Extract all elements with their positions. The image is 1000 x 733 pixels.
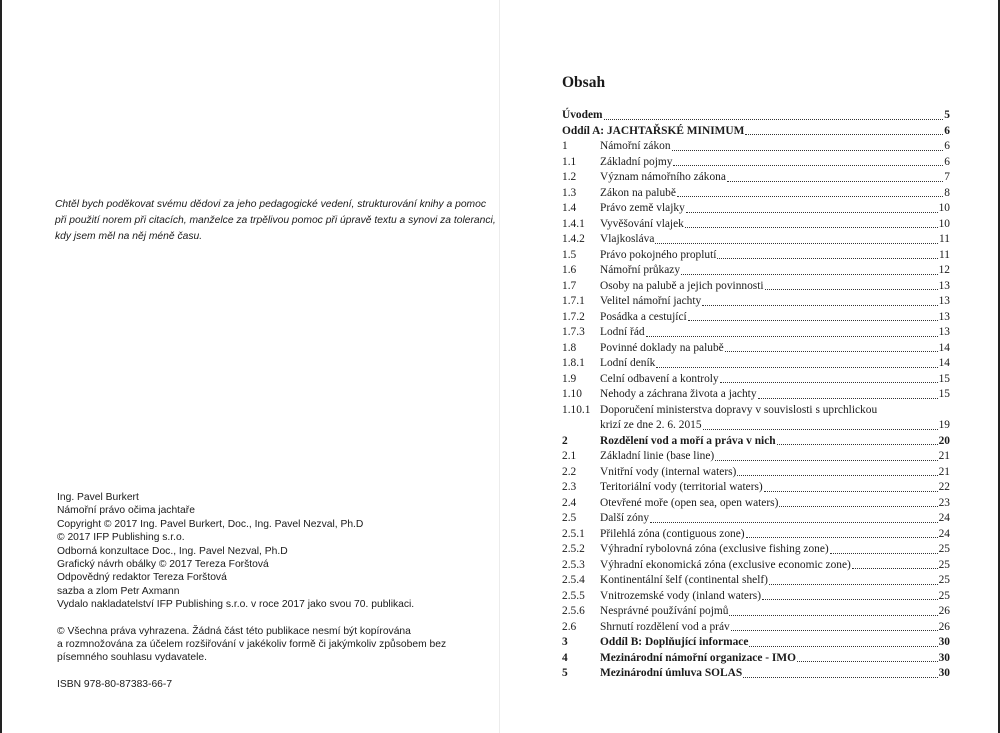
toc-entry-number: 1.6 [562,264,577,276]
toc-entry-number: 1.7.2 [562,310,585,323]
page-fold [499,0,500,733]
toc-leader-dots [830,553,938,554]
toc-entry-page: 14 [938,341,950,354]
toc-entry [562,651,950,667]
toc-entry-title: Vnitřní vody (internal waters) [600,465,737,478]
toc-leader-dots [646,336,938,337]
toc-leader-dots [779,506,937,507]
imprint [57,491,477,691]
toc-entry-title: Význam námořního zákona [600,171,726,183]
toc-entry-page: 7 [944,171,950,183]
page-edge-left [0,0,2,733]
isbn: ISBN 978-80-87383-66-7 [57,678,173,690]
toc-leader-dots [650,522,938,523]
toc-leader-dots [764,491,938,492]
toc-entry-title: Shrnutí rozdělení vod a práv [600,620,730,633]
toc-entry-title: Úvodem [562,109,603,121]
toc-leader-dots [686,212,938,213]
dedication-line: kdy jsem měl na něj méně času. [55,231,203,242]
toc-leader-dots [762,599,938,600]
toc-entry [562,294,950,310]
toc-entry-number: 1.5 [562,248,577,261]
toc-entry [562,248,950,264]
toc-entry [562,108,950,124]
toc-entry-page: 30 [938,636,950,648]
toc-leader-dots [677,196,943,197]
toc-entry-page: 11 [939,248,950,261]
toc-entry [562,434,950,450]
rights-line: a rozmnožována za účelem rozšiřování v jakékoliv formě či jakýmkoliv způsobem bez [57,639,447,651]
toc-entry-page: 15 [938,388,950,400]
toc-entry-page: 15 [938,372,950,385]
toc-entry-number: 2.4 [562,496,577,509]
toc-entry-title: Povinné doklady na palubě [600,341,724,354]
toc-entry [562,542,950,558]
toc-entry-page: 21 [938,450,950,462]
toc-entry-page: 6 [944,155,950,168]
toc-entry [562,558,950,574]
toc-leader-dots [729,615,937,616]
toc-leader-dots [852,568,938,569]
toc-leader-dots [655,243,938,244]
toc-entry [562,139,950,155]
toc-entry-number: 1.1 [562,155,577,168]
toc-entry-number: 5 [562,667,568,679]
toc-entry-number: 1.4 [562,202,577,214]
toc-entry-title: Vyvěšování vlajek [600,217,684,230]
toc-entry-page: 25 [938,543,950,555]
toc-entry-title: Lodní řád [600,326,645,338]
toc-entry-title: Přilehlá zóna (contiguous zone) [600,527,745,540]
imprint-line: Grafický návrh obálky © 2017 Tereza Forštová [57,559,269,571]
toc-entry-page: 13 [938,295,950,307]
toc-entry-number: 3 [562,636,568,648]
toc-entry-number: 2.5.5 [562,589,585,602]
toc-leader-dots [765,289,938,290]
toc-entry-title: Právo pokojného proplutí [600,248,717,261]
toc-entry-title: Velitel námořní jachty [600,295,702,307]
toc-entry [562,465,950,481]
toc-entry-number: 2.5.6 [562,605,585,617]
toc-entry-page: 23 [938,496,950,509]
toc-entry [562,635,950,651]
toc-entry [562,325,950,341]
toc-entry-page: 5 [944,109,950,121]
toc-entry-title: Oddíl A: JACHTAŘSKÉ MINIMUM [562,124,745,137]
dedication [55,197,496,245]
toc-entry-page: 12 [938,264,950,276]
dedication-line: při použití norem při citacích, manželce za trpělivou pomoc při úpravě textu a synovi za toleranci, [55,215,496,226]
toc-entry-number: 2.1 [562,450,577,462]
toc-entry-page: 13 [938,279,950,292]
toc-entry [562,480,950,496]
toc-entry [562,589,950,605]
toc-entry-title: Lodní deník [600,357,656,369]
toc-entry-title: Osoby na palubě a jejich povinnosti [600,279,764,292]
toc-entry-title: Oddíl B: Doplňující informace [600,636,749,648]
imprint-line: Ing. Pavel Burkert [57,492,139,503]
toc-entry-title: Vlajkosláva [600,233,655,245]
toc-entry-number: 2.6 [562,620,577,633]
toc-entry-page: 21 [938,465,950,478]
toc-entry-page: 11 [939,233,950,245]
imprint-line: Odborná konzultace Doc., Ing. Pavel Nezval, Ph.D [57,545,288,557]
toc-entry [562,604,950,620]
toc-entry-page: 19 [938,419,950,431]
toc-entry-number: 2.5.1 [562,527,585,540]
toc-entry-number: 2.5 [562,512,577,524]
toc-entry-number: 1.3 [562,186,577,199]
toc-entry-number: 1.7.3 [562,326,585,338]
imprint-line: © 2017 IFP Publishing s.r.o. [57,532,185,544]
toc-entry-number: 1.10.1 [562,403,591,416]
dedication-line: Chtěl bych poděkovat svému dědovi za jeho pedagogické vedení, strukturování knihy a pomoc [55,199,487,210]
toc-entry-title: Mezinárodní úmluva SOLAS [600,667,743,679]
toc-entry-title: Otevřené moře (open sea, open waters) [600,496,779,509]
toc-title: Obsah [562,74,606,91]
toc-entry-number: 2.5.3 [562,558,585,571]
toc-entry [562,527,950,543]
toc-leader-dots [656,367,937,368]
toc-entry-page: 26 [938,605,950,617]
toc-entry-page: 13 [938,310,950,323]
toc-entry-title-cont: krizí ze dne 2. 6. 2015 [600,419,702,431]
toc-entry-page: 10 [938,202,950,214]
toc-entry-number: 2.5.4 [562,574,585,586]
toc-leader-dots [727,181,943,182]
toc-entry-page: 30 [938,667,950,679]
toc-entry-title: Doporučení ministerstva dopravy v souvislosti s uprchlickou [600,403,878,416]
toc-entry-line [600,418,950,434]
toc-entry-number: 1.7.1 [562,295,585,307]
toc-entry-number: 2.3 [562,481,577,493]
toc-leader-dots [672,150,944,151]
toc-entry [562,201,950,217]
toc-entry-page: 8 [944,186,950,199]
toc-entry-number: 1.10 [562,388,582,400]
toc-entry-title: Celní odbavení a kontroly [600,372,719,385]
toc-entry-title: Nehody a záchrana života a jachty [600,388,757,400]
rights-line: písemného souhlasu vydavatele. [57,652,207,664]
toc-entry-page: 6 [944,140,950,152]
toc-entry [562,449,950,465]
toc-entry-page: 20 [938,434,950,447]
toc-leader-dots [743,677,937,678]
toc-entry [562,511,950,527]
imprint-line: Odpovědný redaktor Tereza Forštová [57,572,227,584]
toc-entry [562,217,950,233]
toc-entry-number: 1.2 [562,171,577,183]
toc-entry-title: Posádka a cestující [600,310,687,323]
toc-leader-dots [769,584,938,585]
toc-entry-page: 24 [938,512,950,524]
toc-leader-dots [702,305,937,306]
toc-leader-dots [737,475,937,476]
toc-leader-dots [703,429,938,430]
toc-leader-dots [604,119,944,120]
toc-entry [562,124,950,140]
toc-entry-number: 1 [562,140,568,152]
toc-entry-title: Další zóny [600,512,650,524]
toc-entry-title: Teritoriální vody (territorial waters) [600,481,763,493]
toc-entry-number: 2 [562,434,568,447]
toc-leader-dots [746,537,938,538]
toc-entry [562,341,950,357]
toc-leader-dots [688,320,938,321]
toc-entry-title: Právo země vlajky [600,202,685,214]
toc-entry [562,356,950,372]
toc-leader-dots [797,661,938,662]
toc-entry-page: 24 [938,527,950,540]
toc-entry-title: Kontinentální šelf (continental shelf) [600,574,768,586]
toc-entry-title: Rozdělení vod a moří a práva v nich [600,434,776,447]
toc-entry [562,310,950,326]
toc-entry-number: 1.8 [562,341,577,354]
toc-entry-number: 2.5.2 [562,543,585,555]
toc-entry [562,666,950,682]
toc-entry-title: Základní pojmy [600,155,673,168]
toc-leader-dots [749,646,937,647]
toc-entry-page: 25 [938,589,950,602]
table-of-contents [562,108,950,682]
toc-entry-number: 1.4.1 [562,217,585,230]
toc-entry [562,620,950,636]
toc-entry [562,573,950,589]
toc-entry-page: 25 [938,574,950,586]
toc-entry-title: Výhradní rybolovná zóna (exclusive fishing zone) [600,543,829,555]
toc-leader-dots [777,444,938,445]
toc-entry-page: 10 [938,217,950,230]
toc-entry-page: 14 [938,357,950,369]
toc-entry-number: 1.7 [562,279,577,292]
toc-entry [562,372,950,388]
imprint-line: sazba a zlom Petr Axmann [57,585,180,597]
toc-entry-page: 30 [938,651,950,664]
toc-leader-dots [681,274,938,275]
toc-entry-title: Vnitrozemské vody (inland waters) [600,589,762,602]
toc-entry-title: Zákon na palubě [600,186,676,199]
toc-entry-number: 1.8.1 [562,357,585,369]
toc-entry-page: 25 [938,558,950,571]
toc-leader-dots [731,630,938,631]
toc-entry-title: Námořní zákon [600,140,671,152]
toc-entry [562,170,950,186]
toc-leader-dots [758,398,938,399]
toc-leader-dots [720,382,938,383]
toc-entry-title: Základní linie (base line) [600,450,715,462]
imprint-line: Vydalo nakladatelství IFP Publishing s.r.o. v roce 2017 jako svou 70. publikaci. [57,599,415,611]
toc-entry [562,387,950,403]
rights-line: © Všechna práva vyhrazena. Žádná část této publikace nesmí být kopírována [57,625,411,637]
toc-entry-title: Mezinárodní námořní organizace - IMO [600,651,796,664]
toc-leader-dots [715,460,937,461]
toc-entry [562,496,950,512]
toc-entry [562,403,950,434]
toc-entry-page: 6 [944,124,950,137]
toc-entry-page: 22 [938,481,950,493]
toc-entry-body [600,403,950,434]
toc-entry [562,232,950,248]
toc-entry-title: Námořní průkazy [600,264,681,276]
imprint-line: Copyright © 2017 Ing. Pavel Burkert, Doc., Ing. Pavel Nezval, Ph.D [57,518,364,530]
toc-entry-page: 13 [938,326,950,338]
toc-entry-number: 2.2 [562,465,577,478]
toc-entry [562,279,950,295]
toc-entry [562,186,950,202]
toc-entry-title: Nesprávné používání pojmů [600,605,729,617]
imprint-line: Námořní právo očima jachtaře [57,505,195,517]
toc-entry [562,155,950,171]
toc-leader-dots [745,134,943,135]
toc-leader-dots [673,165,943,166]
toc-entry-number: 1.4.2 [562,233,585,245]
toc-entry-page: 26 [938,620,950,633]
toc-leader-dots [685,227,938,228]
toc-entry-title: Výhradní ekonomická zóna (exclusive economic zone) [600,558,851,571]
toc-entry-number: 4 [562,651,568,664]
toc-leader-dots [725,351,938,352]
toc-entry [562,263,950,279]
toc-entry-number: 1.9 [562,372,577,385]
toc-leader-dots [717,258,938,259]
